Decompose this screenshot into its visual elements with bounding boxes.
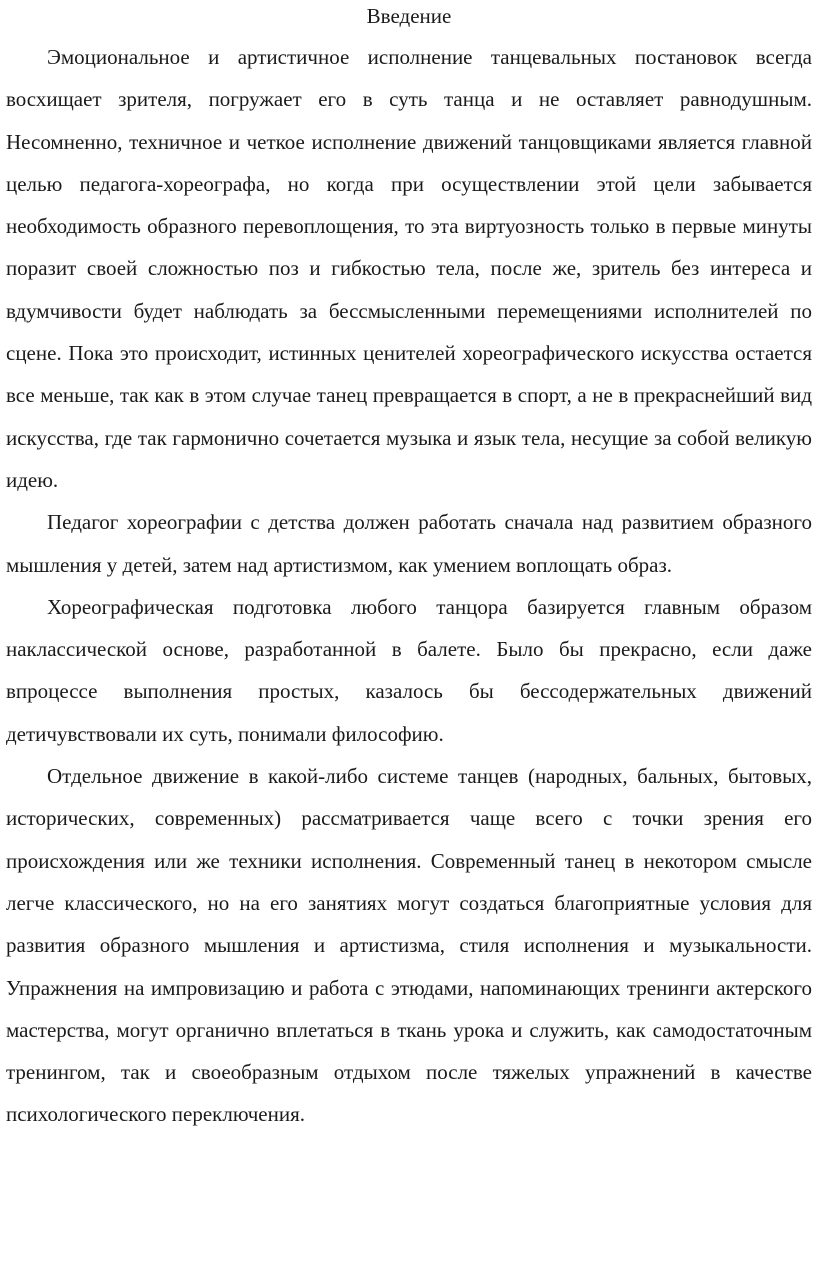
paragraph: Педагог хореографии с детства должен работать сначала над развитием образного мышления у детей, затем над артистизмом, как умением воплощать образ.: [6, 510, 812, 577]
document-body: [6, 36, 812, 1136]
paragraph: Хореографическая подготовка любого танцора базируется главным образом наклассической основе, разработанной в балете. Было бы прекрасно, если даже впроцессе выполнения простых, казалось бы бессодержательных движений детичувствовали их суть, понимали философию.: [6, 594, 812, 746]
document-page: [6, 0, 812, 1136]
paragraph: Отдельное движение в какой-либо системе танцев (народных, бальных, бытовых, исторических, современных) рассматривается чаще всего с точки зрения его происхождения или же техники исполнения. Современный танец в некотором смысле легче классического, но на его занятиях могут создаться благоприятные условия для развития образного мышления и артистизма, стиля исполнения и музыкальности. Упражнения на импровизацию и работа с этюдами, напоминающих тренинги актерского мастерства, могут органично вплетаться в ткань урока и служить, как самодостаточным тренингом, так и своеобразным отдыхом после тяжелых упражнений в качестве психологического переключения.: [6, 764, 812, 1127]
document-title: Введение: [366, 4, 452, 28]
paragraph: Эмоциональное и артистичное исполнение танцевальных постановок всегда восхищает зрителя, погружает его в суть танца и не оставляет равнодушным. Несомненно, техничное и четкое исполнение движений танцовщиками является главной целью педагога-хореографа, но когда при осуществлении этой цели забывается необходимость образного перевоплощения, то эта виртуозность только в первые минуты поразит своей сложностью поз и гибкостью тела, после же, зритель без интереса и вдумчивости будет наблюдать за бессмысленными перемещениями исполнителей по сцене. Пока это происходит, истинных ценителей хореографического искусства остается все меньше, так как в этом случае танец превращается в спорт, а не в прекраснейший вид искусства, где так гармонично сочетается музыка и язык тела, несущие за собой великую идею.: [6, 45, 812, 492]
